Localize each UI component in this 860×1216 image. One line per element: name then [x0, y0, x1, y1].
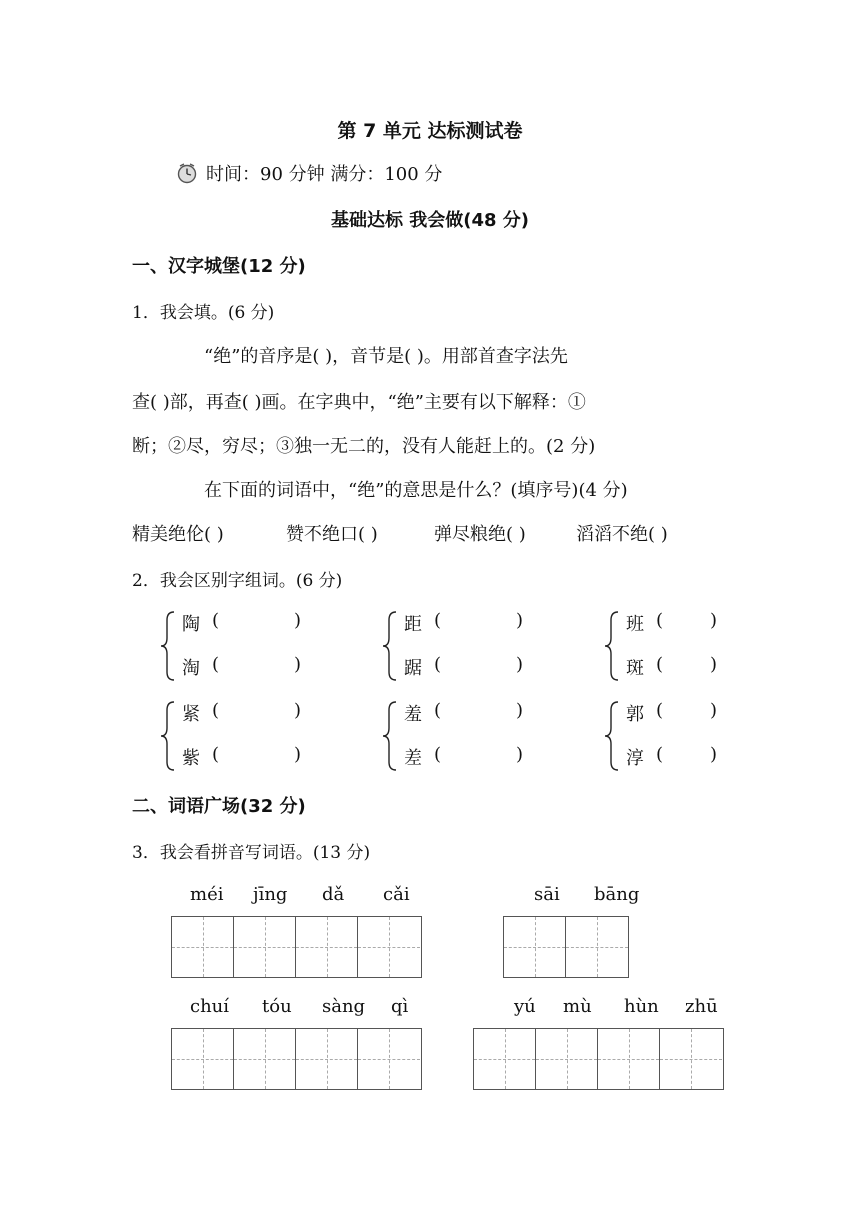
brace-icon [160, 700, 178, 772]
pair-char: 郭 [626, 704, 644, 725]
q1-line4: 在下面的词语中，“绝”的意思是什么？(填序号)(4 分) [204, 480, 628, 501]
part2-heading: 二、词语广场(32 分) [132, 796, 306, 817]
q3-label: 3．我会看拼音写词语。(13 分) [132, 843, 371, 863]
q1-word: 弹尽粮绝( ) [434, 524, 526, 545]
pair-char: 羞 [404, 704, 422, 725]
paren-close: ) [516, 654, 524, 675]
paren-open: ( [434, 744, 442, 765]
char-pair [604, 696, 794, 776]
paren-open: ( [434, 654, 442, 675]
paren-close: ) [516, 610, 524, 631]
paren-close: ) [710, 654, 718, 675]
writing-grid[interactable] [171, 916, 422, 978]
writing-grid[interactable] [503, 916, 629, 978]
paren-open: ( [656, 654, 664, 675]
paren-open: ( [656, 744, 664, 765]
grid-cell[interactable] [234, 917, 296, 977]
paren-close: ) [516, 700, 524, 721]
grid-cell[interactable] [234, 1029, 296, 1089]
pinyin: tóu [262, 996, 292, 1017]
paren-open: ( [656, 610, 664, 631]
pinyin: sàng [322, 996, 366, 1017]
paren-open: ( [212, 654, 220, 675]
brace-icon [160, 610, 178, 682]
clock-icon [176, 162, 198, 184]
pair-char: 差 [404, 748, 422, 769]
paren-close: ) [294, 744, 302, 765]
pinyin: hùn [624, 996, 659, 1017]
q1-label: 1．我会填。(6 分) [132, 303, 275, 323]
grid-cell[interactable] [296, 917, 358, 977]
time-info [176, 160, 442, 186]
pinyin: méi [190, 884, 224, 905]
q1-word: 赞不绝口( ) [286, 524, 378, 545]
paren-close: ) [710, 700, 718, 721]
pair-char: 陶 [182, 614, 200, 635]
paren-close: ) [516, 744, 524, 765]
q1-word: 精美绝伦( ) [132, 524, 224, 545]
grid-cell[interactable] [598, 1029, 660, 1089]
grid-cell[interactable] [358, 1029, 420, 1089]
q1-line1: “绝”的音序是( )，音节是( )。用部首查字法先 [204, 346, 568, 367]
char-pair [604, 606, 794, 686]
pinyin: mù [563, 996, 592, 1017]
grid-cell[interactable] [172, 917, 234, 977]
pair-char: 紧 [182, 704, 200, 725]
section-basic-title: 基础达标 我会做(48 分) [330, 210, 530, 231]
paren-open: ( [212, 700, 220, 721]
grid-cell[interactable] [474, 1029, 536, 1089]
q1-word: 滔滔不绝( ) [576, 524, 668, 545]
grid-cell[interactable] [566, 917, 628, 977]
pair-char: 斑 [626, 658, 644, 679]
pinyin: qì [391, 996, 409, 1017]
paren-open: ( [656, 700, 664, 721]
pair-char: 踞 [404, 658, 422, 679]
q1-line3: 断；②尽，穷尽；③独一无二的，没有人能赶上的。(2 分) [132, 436, 596, 457]
brace-icon [604, 610, 622, 682]
pair-char: 班 [626, 614, 644, 635]
pinyin: chuí [190, 996, 230, 1017]
grid-cell[interactable] [660, 1029, 722, 1089]
char-pair [160, 606, 350, 686]
paren-close: ) [294, 654, 302, 675]
brace-icon [382, 700, 400, 772]
pinyin: cǎi [383, 884, 410, 905]
char-pair [382, 606, 572, 686]
paren-close: ) [710, 610, 718, 631]
grid-cell[interactable] [296, 1029, 358, 1089]
page-title: 第 7 单元 达标测试卷 [337, 120, 523, 142]
writing-grid[interactable] [171, 1028, 422, 1090]
grid-cell[interactable] [536, 1029, 598, 1089]
grid-cell[interactable] [172, 1029, 234, 1089]
q2-label: 2．我会区别字组词。(6 分) [132, 571, 343, 591]
brace-icon [604, 700, 622, 772]
pair-char: 紫 [182, 748, 200, 769]
time-label: 时间：90 分钟 满分：100 分 [206, 164, 443, 185]
char-pair [382, 696, 572, 776]
pinyin: zhū [685, 996, 718, 1017]
paren-close: ) [294, 610, 302, 631]
char-pair [160, 696, 350, 776]
grid-cell[interactable] [504, 917, 566, 977]
paren-close: ) [294, 700, 302, 721]
q1-line2: 查( )部，再查( )画。在字典中，“绝”主要有以下解释：① [132, 392, 586, 413]
pinyin: yú [514, 996, 536, 1017]
part1-heading: 一、汉字城堡(12 分) [132, 256, 306, 277]
brace-icon [382, 610, 400, 682]
pair-char: 淘 [182, 658, 200, 679]
paren-open: ( [434, 700, 442, 721]
pinyin: bāng [594, 884, 640, 905]
writing-grid[interactable] [473, 1028, 724, 1090]
pinyin: jīng [253, 884, 288, 905]
pinyin: sāi [534, 884, 560, 905]
paren-open: ( [434, 610, 442, 631]
pair-char: 淳 [626, 748, 644, 769]
paren-close: ) [710, 744, 718, 765]
pinyin: dǎ [322, 884, 345, 905]
pair-char: 距 [404, 614, 422, 635]
paren-open: ( [212, 744, 220, 765]
grid-cell[interactable] [358, 917, 420, 977]
paren-open: ( [212, 610, 220, 631]
